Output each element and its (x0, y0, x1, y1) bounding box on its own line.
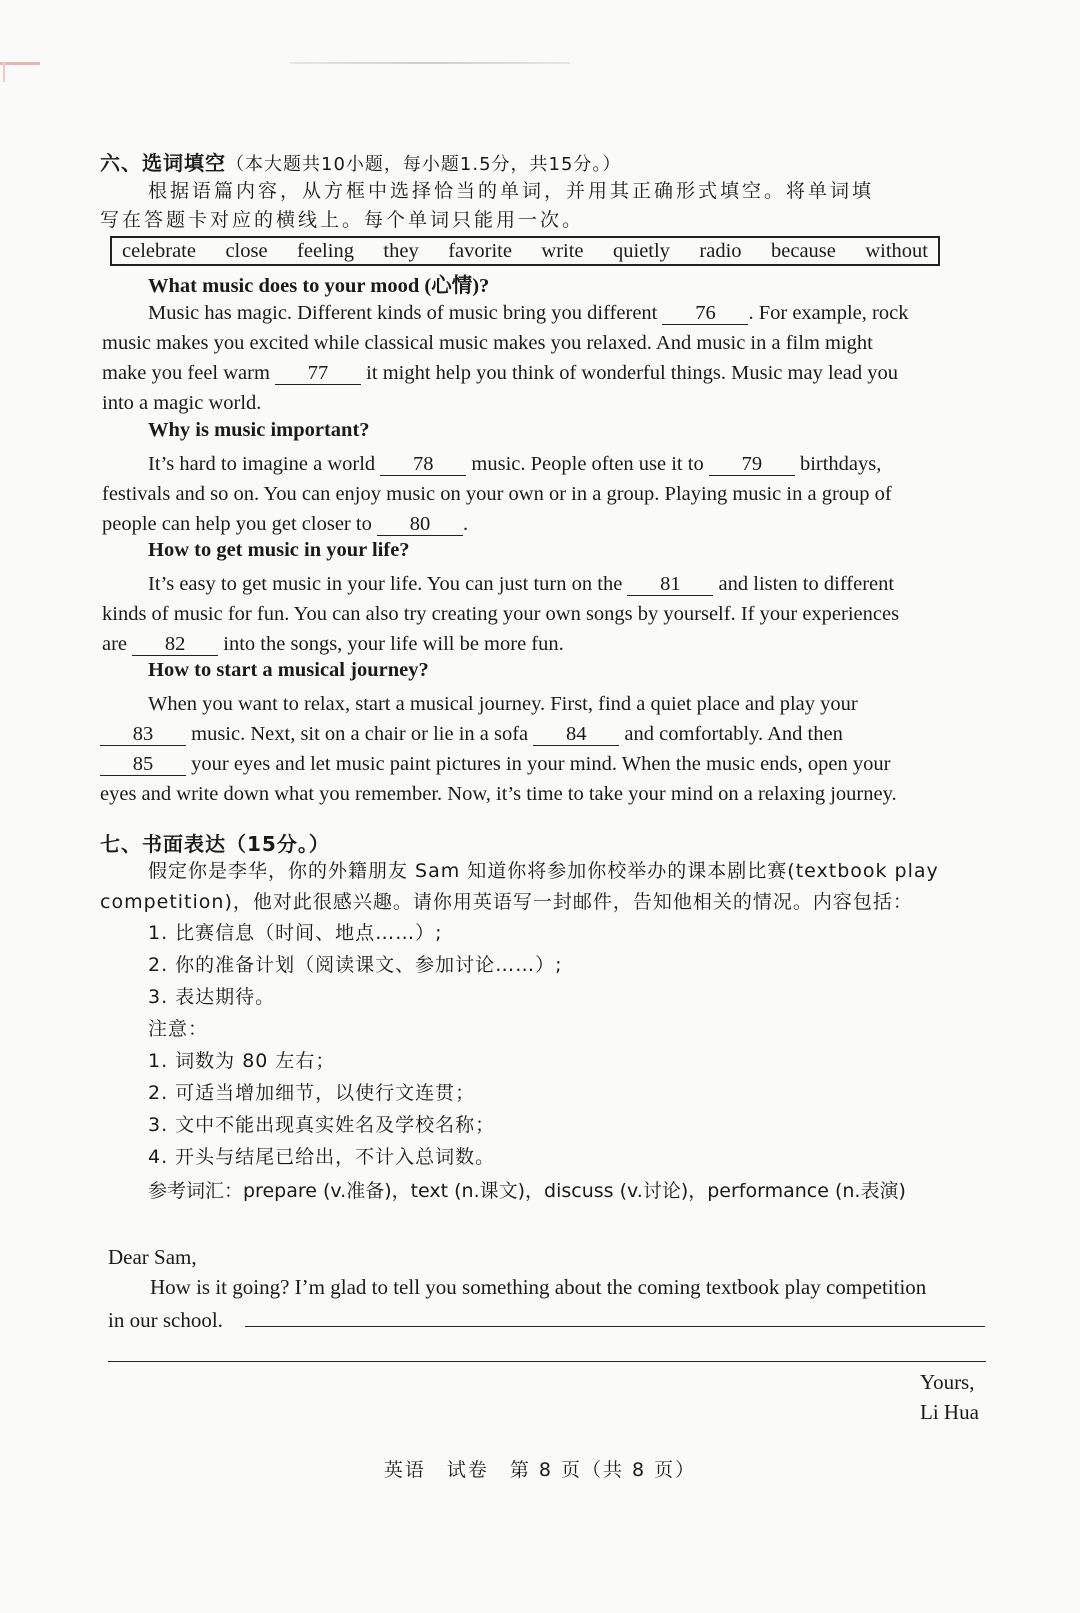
task-line: 3. 表达期待。 (148, 986, 276, 1008)
passage-text: music. Next, sit on a chair or lie in a sofa (191, 723, 529, 745)
passage-line (148, 298, 908, 328)
passage-text: birthdays, (799, 453, 882, 475)
blank-81[interactable]: 81 (627, 573, 713, 596)
passage-text: into the songs, your life will be more fun. (223, 633, 564, 655)
passage-text: music. People often use it to (471, 453, 704, 475)
passage-line: festivals and so on. You can enjoy music on your own or in a group. Playing music in a group of (102, 483, 892, 505)
task-line: 2. 可适当增加细节，以使行文连贯； (148, 1082, 476, 1104)
passage-line: kinds of music for fun. You can also try creating your own songs by yourself. If your experiences (102, 603, 900, 625)
writing-line[interactable] (245, 1326, 985, 1327)
passage-text: It’s easy to get music in your life. You can just turn on the (148, 573, 623, 595)
passage-text: It’s hard to imagine a world (148, 453, 376, 475)
subheading-get-music: How to get music in your life? (148, 539, 410, 561)
section-6-heading (100, 147, 621, 176)
word-bank-item: celebrate (122, 239, 196, 262)
word-bank-item: write (541, 239, 584, 262)
passage-text: it might help you think of wonderful things. Music may lead you (366, 362, 898, 384)
word-bank-item: feeling (297, 239, 354, 262)
letter-body: in our school. (108, 1308, 223, 1332)
subheading-journey: How to start a musical journey? (148, 659, 429, 681)
task-line: 注意： (148, 1018, 209, 1040)
blank-80[interactable]: 80 (377, 513, 463, 536)
passage-line: eyes and write down what you remember. Now, it’s time to take your mind on a relaxing journey. (100, 783, 897, 805)
task-line: 4. 开头与结尾已给出，不计入总词数。 (148, 1146, 496, 1168)
passage-line: music makes you excited while classical music makes you relaxed. And music in a film might (102, 332, 873, 354)
passage-text: and listen to different (718, 573, 895, 595)
passage-line: into a magic world. (102, 392, 262, 414)
blank-82[interactable]: 82 (132, 633, 218, 656)
section-6-sub: （本大题共10小题，每小题1.5分，共15分。） (226, 154, 622, 175)
task-line: 3. 文中不能出现真实姓名及学校名称； (148, 1114, 496, 1136)
word-bank-item: they (383, 239, 419, 262)
blank-78[interactable]: 78 (380, 453, 466, 476)
word-bank-item: quietly (613, 239, 670, 262)
scan-mark (3, 62, 5, 82)
task-line: 1. 比赛信息（时间、地点……）; (148, 922, 443, 944)
passage-line (102, 509, 468, 539)
blank-85[interactable]: 85 (100, 753, 186, 776)
passage-text: your eyes and let music paint pictures in your mind. When the music ends, open your (191, 753, 891, 775)
writing-line[interactable] (108, 1361, 986, 1362)
passage-text: . (462, 513, 469, 535)
passage-text: . For example, rock (748, 302, 909, 324)
passage-text: make you feel warm (102, 362, 270, 384)
passage-line (102, 629, 564, 659)
passage-text: Music has magic. Different kinds of music bring you different (148, 302, 658, 324)
section-6-title: 六、选词填空 (100, 151, 226, 175)
word-bank-item: radio (699, 239, 742, 262)
word-bank-item: close (225, 239, 268, 262)
subheading-important: Why is music important? (148, 419, 370, 441)
instruction-line-1: 根据语篇内容，从方框中选择恰当的单词，并用其正确形式填空。将单词填 (148, 180, 875, 202)
passage-line (148, 569, 894, 599)
subheading-mood: What music does to your mood (心情)? (148, 275, 490, 297)
task-line: 2. 你的准备计划（阅读课文、参加讨论……）; (148, 954, 563, 976)
letter-signature: Li Hua (920, 1400, 979, 1424)
scan-mark (0, 62, 40, 65)
word-bank-item: without (865, 239, 928, 262)
letter-greeting: Dear Sam, (108, 1245, 197, 1269)
passage-text: are (102, 633, 128, 655)
page-footer: 英语 试卷 第 8 页（共 8 页） (383, 1459, 697, 1481)
word-bank (110, 236, 940, 266)
letter-body: How is it going? I’m glad to tell you something about the coming textbook play competition (150, 1275, 927, 1299)
word-bank-item: because (771, 239, 836, 262)
task-line: 假定你是李华，你的外籍朋友 Sam 知道你将参加你校举办的课本剧比赛(textbook play (148, 860, 939, 882)
passage-line (148, 449, 881, 479)
passage-line: When you want to relax, start a musical journey. First, find a quiet place and play your (148, 693, 858, 715)
blank-83[interactable]: 83 (100, 723, 186, 746)
passage-line (102, 358, 898, 388)
letter-closing: Yours, (920, 1370, 975, 1394)
passage-text: and comfortably. And then (624, 723, 843, 745)
passage-text: people can help you get closer to (102, 513, 372, 535)
passage-line (100, 749, 890, 779)
blank-76[interactable]: 76 (662, 302, 748, 325)
blank-79[interactable]: 79 (709, 453, 795, 476)
task-line: 参考词汇：prepare (v.准备)，text (n.课文)，discuss (v.讨论)，performance (n.表演) (148, 1180, 906, 1202)
instruction-line-2: 写在答题卡对应的横线上。每个单词只能用一次。 (100, 209, 585, 231)
blank-84[interactable]: 84 (533, 723, 619, 746)
passage-line (100, 719, 843, 749)
word-bank-item: favorite (448, 239, 512, 262)
task-line: competition)，他对此很感兴趣。请你用英语写一封邮件，告知他相关的情况。内容包括： (100, 891, 913, 913)
scan-mark (290, 62, 570, 64)
task-line: 1. 词数为 80 左右； (148, 1050, 336, 1072)
section-7-heading: 七、书面表达（15分。） (100, 832, 330, 856)
blank-77[interactable]: 77 (275, 362, 361, 385)
